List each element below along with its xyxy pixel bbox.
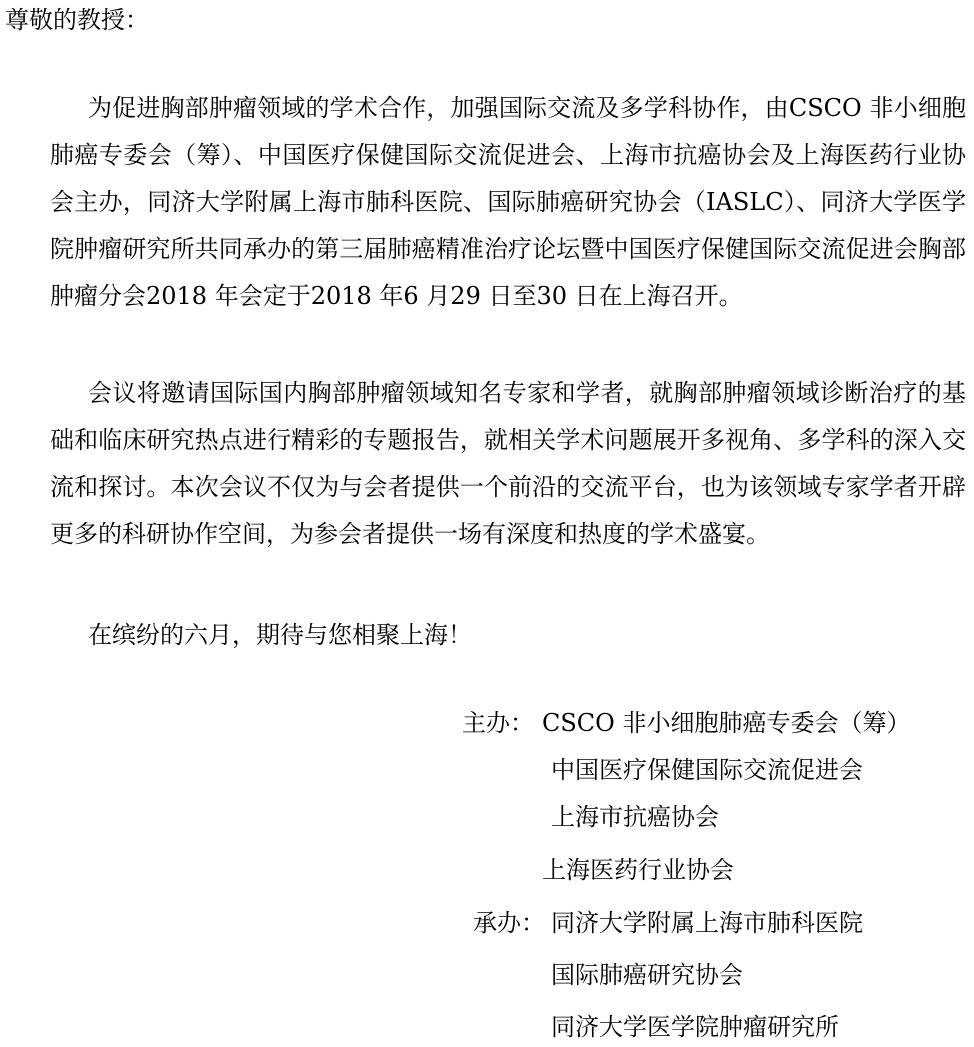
organizer-item: 国际肺癌研究协会 [551,961,743,989]
host-item: CSCO 非小细胞肺癌专委会（筹） [542,709,911,737]
salutation: 尊敬的教授： [5,6,149,34]
paragraph-program: 会议将邀请国际国内胸部肿瘤领域知名专家和学者，就胸部肿瘤领域诊断治疗的基础和临床研究热点进行精彩的专题报告，就相关学术问题展开多视角、多学科的深入交流和探讨。本次会议不仅为与会者提供一个前沿的交流平台，也为该领域专家学者开辟更多的科研协作空间，为参会者提供一场有深度和热度的学术盛宴。 [50,379,966,548]
organizers-label: 承办： [473,909,545,937]
organizer-item: 同济大学医学院肿瘤研究所 [551,1013,839,1041]
organizer-item: 同济大学附属上海市肺科医院 [551,909,863,937]
paragraph-closing: 在缤纷的六月，期待与您相聚上海！ [88,621,472,649]
host-item: 中国医疗保健国际交流促进会 [551,756,863,784]
host-item: 上海医药行业协会 [542,856,734,884]
hosts-label: 主办： [462,709,534,737]
host-item: 上海市抗癌协会 [551,803,719,831]
paragraph-intro: 为促进胸部肿瘤领域的学术合作，加强国际交流及多学科协作，由CSCO 非小细胞肺癌专委会（筹）、中国医疗保健国际交流促进会、上海市抗癌协会及上海医药行业协会主办，同济大学附属上海市肺科医院、国际肺癌研究协会（IASLC）、同济大学医学院肿瘤研究所共同承办的第三届肺癌精准治疗论坛暨中国医疗保健国际交流促进会胸部肿瘤分会2018 年会定于2018 年6 月29 日至30 日在上海召开。 [50,94,966,310]
